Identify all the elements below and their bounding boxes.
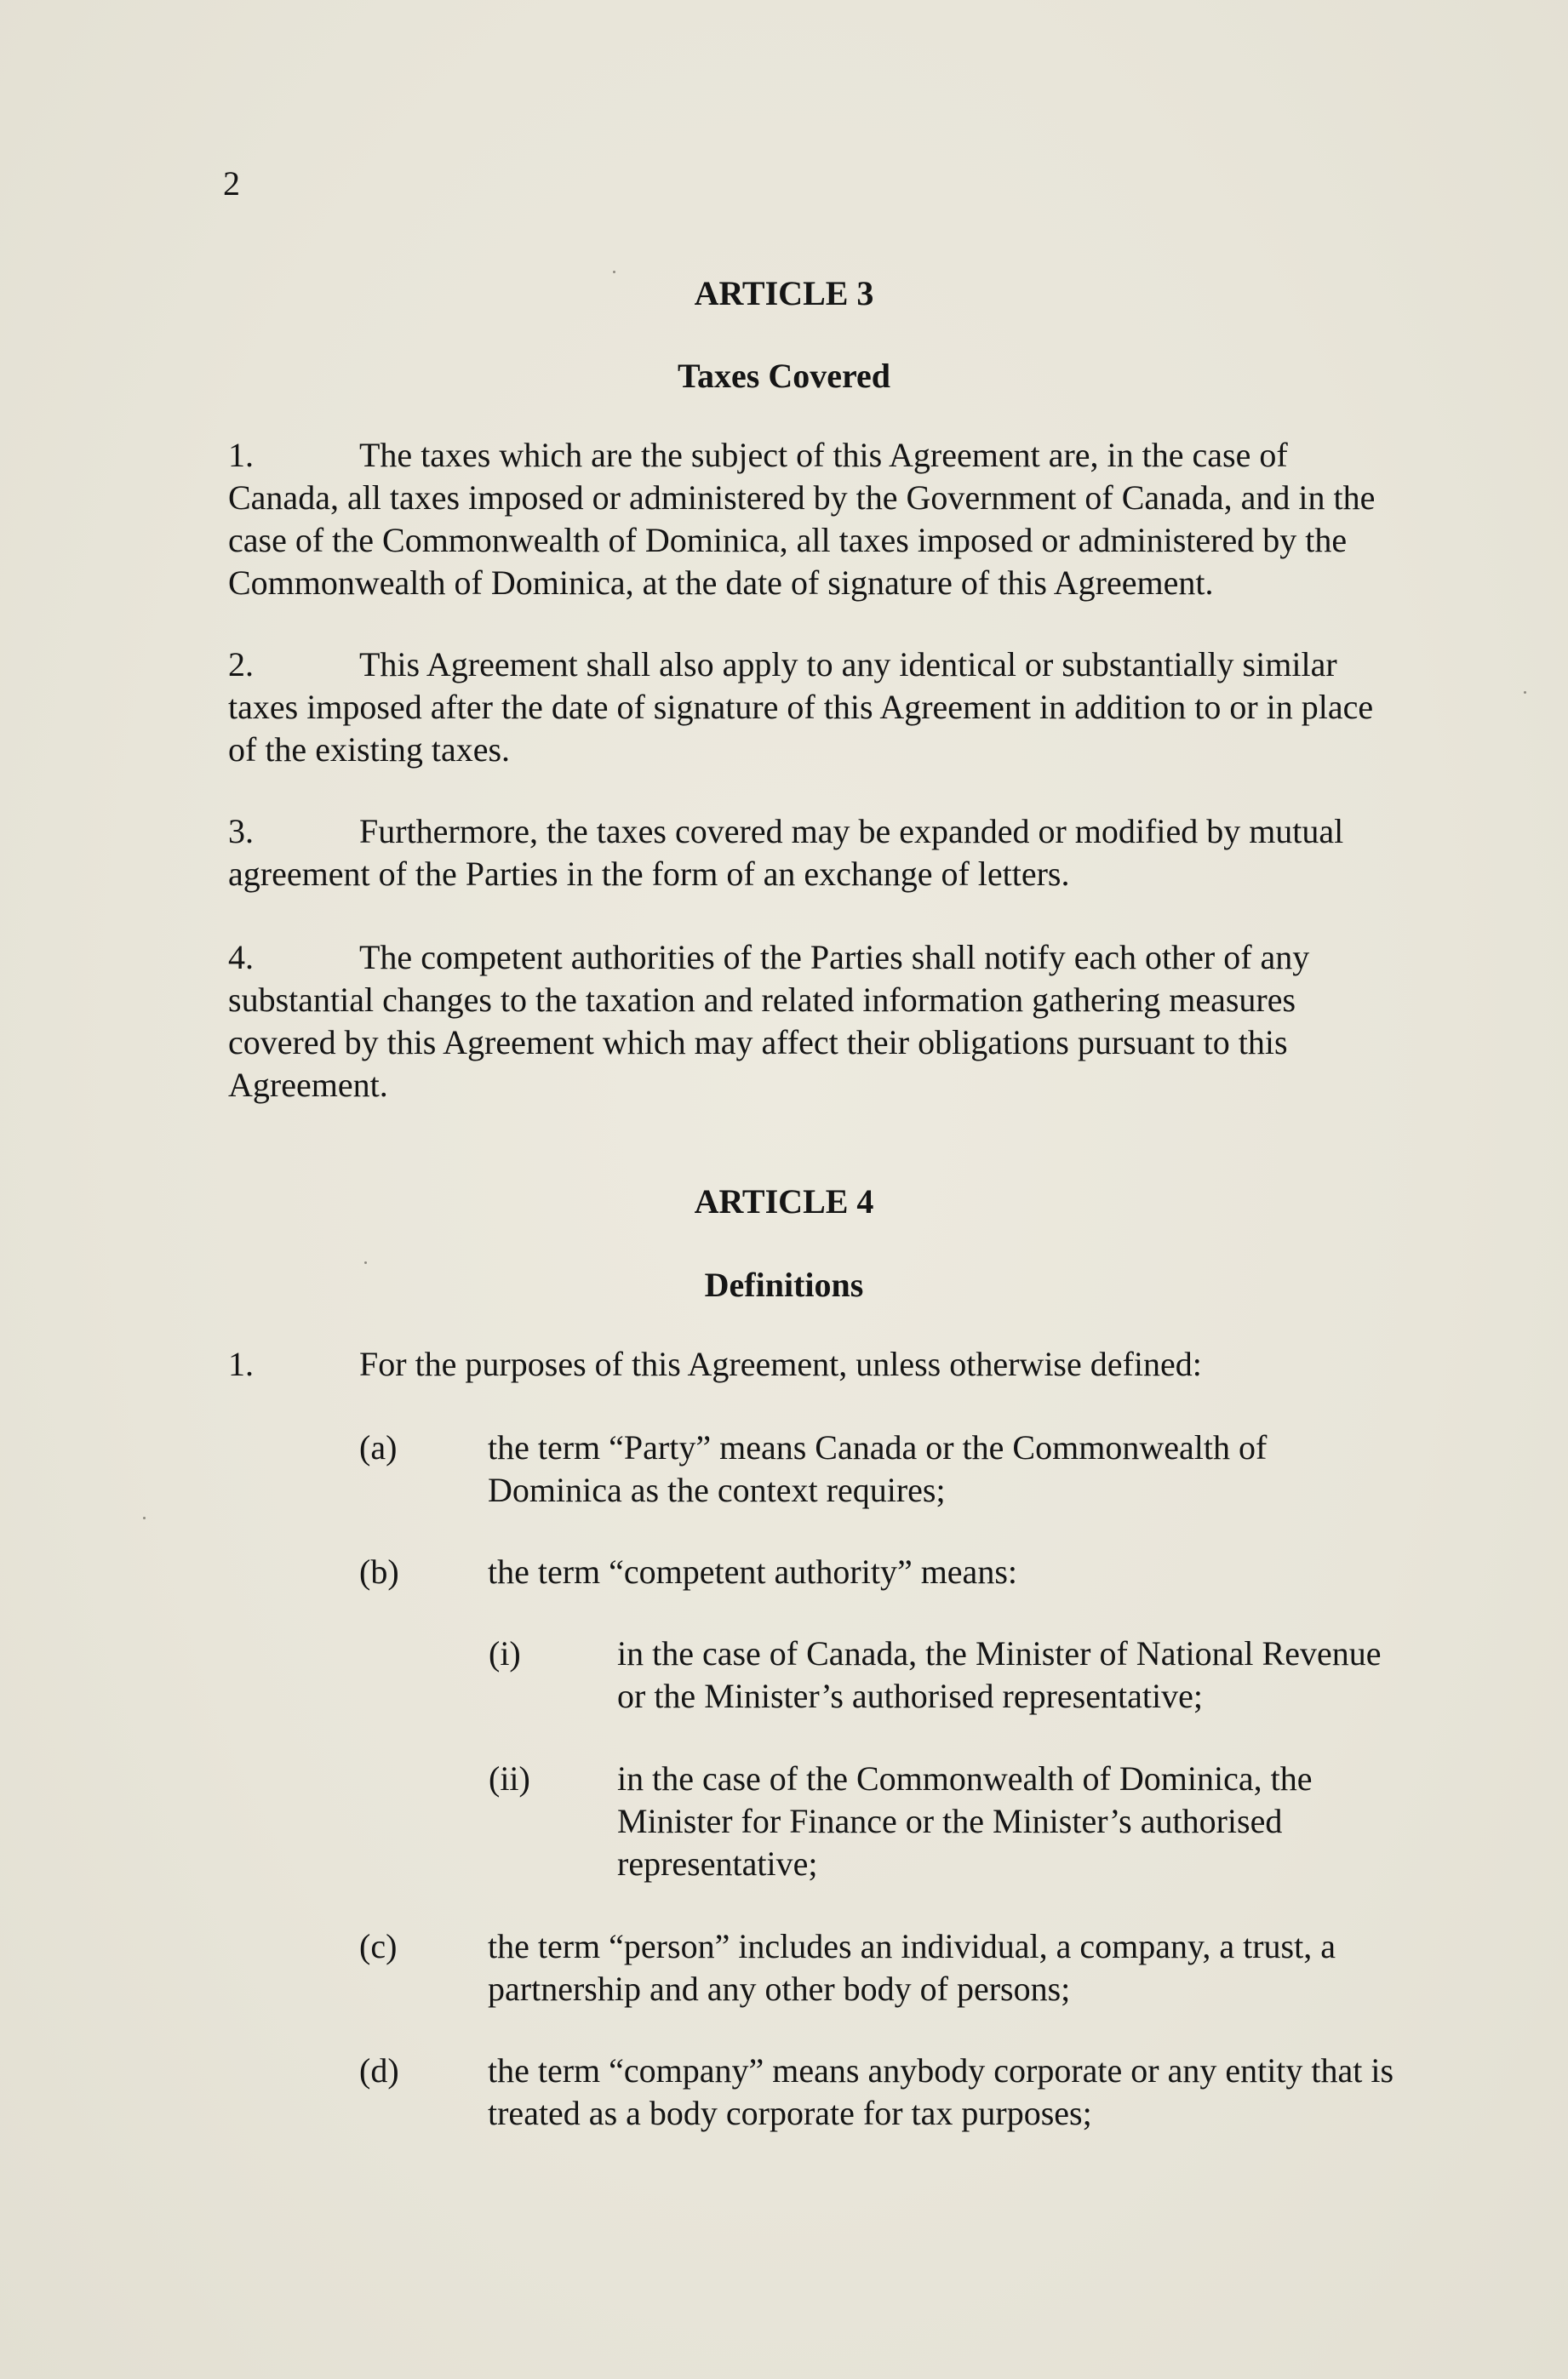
definition-item-text: the term “company” means anybody corporate or any entity that is treated as a body corporate for tax purposes; (488, 2051, 1394, 2132)
subitem-label: (i) (489, 1634, 521, 1673)
article-3-paragraph (228, 810, 1403, 895)
paragraph-number: 2. (228, 645, 254, 683)
definition-item-text: the term “competent authority” means: (488, 1553, 1017, 1591)
definition-item-text: the term “Party” means Canada or the Commonwealth of Dominica as the context requires; (488, 1428, 1268, 1509)
paragraph-text: Furthermore, the taxes covered may be expanded or modified by mutual agreement of the Parties in the form of an exchange of letters. (228, 812, 1344, 893)
definition-subitem-text: in the case of the Commonwealth of Dominica, the Minister for Finance or the Minister’s authorised representative; (617, 1759, 1313, 1883)
page-number: 2 (223, 164, 240, 203)
item-label: (d) (359, 2051, 399, 2090)
paragraph-number: 3. (228, 812, 254, 850)
item-label: (b) (359, 1553, 399, 1591)
article-4-heading: ARTICLE 4 (694, 1182, 874, 1221)
article-3-paragraph (228, 643, 1403, 771)
scan-speck (143, 1517, 146, 1519)
scan-speck (364, 1261, 367, 1264)
article-3-paragraph (228, 936, 1403, 1107)
definition-subitem-text: in the case of Canada, the Minister of National Revenue or the Minister’s authorised representative; (617, 1634, 1382, 1715)
paragraph-number: 1. (228, 436, 254, 474)
paragraph-text: The taxes which are the subject of this Agreement are, in the case of Canada, all taxes imposed or administered by the Government of Canada, and in the case of the Commonwealth of Dominica, all taxes imposed or administered by the Commonwealth of Dominica, at the date of signature of this Agreement. (228, 436, 1376, 602)
paragraph-number: 4. (228, 938, 254, 976)
paragraph-text: The competent authorities of the Parties shall notify each other of any substantial changes to the taxation and related information gathering measures covered by this Agreement which may affect their obligations pursuant to this Agreement. (228, 938, 1310, 1104)
scan-speck (1524, 691, 1526, 694)
definition-item-text: the term “person” includes an individual, a company, a trust, a partnership and any other body of persons; (488, 1927, 1336, 2008)
subitem-label: (ii) (489, 1759, 530, 1798)
paragraph-text: For the purposes of this Agreement, unless otherwise defined: (359, 1345, 1202, 1383)
article-3-heading: ARTICLE 3 (694, 274, 874, 312)
paragraph-number: 1. (228, 1345, 254, 1383)
item-label: (c) (359, 1927, 398, 1965)
article-3-subheading: Taxes Covered (678, 357, 890, 395)
paragraph-text: This Agreement shall also apply to any identical or substantially similar taxes imposed after the date of signature of this Agreement in addition to or in place of the existing taxes. (228, 645, 1374, 769)
article-3-paragraph (228, 434, 1403, 604)
article-4-intro-paragraph (228, 1343, 1403, 1386)
scan-speck (613, 271, 615, 273)
article-4-subheading: Definitions (704, 1266, 864, 1304)
item-label: (a) (359, 1428, 398, 1467)
